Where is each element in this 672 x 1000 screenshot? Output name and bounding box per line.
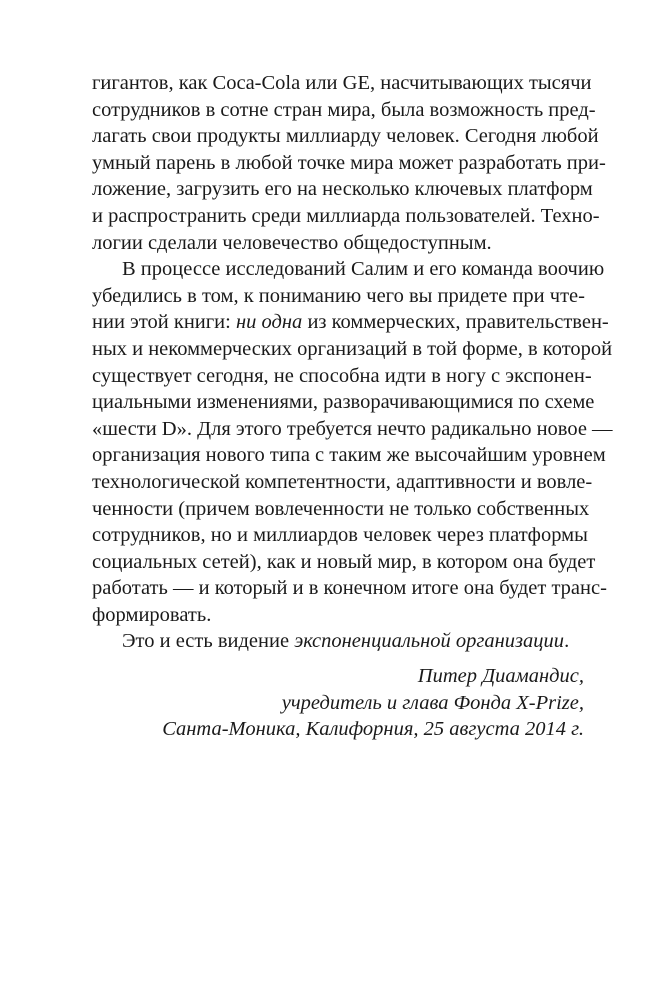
text-line: организация нового типа с таким же высочайшим уровнем bbox=[92, 444, 606, 467]
text-line: существует сегодня, не способна идти в ногу с экспонен- bbox=[92, 364, 592, 387]
text-line: убедились в том, к пониманию чего вы придете при чте- bbox=[92, 284, 585, 307]
paragraph-3 bbox=[92, 628, 584, 655]
signature-place-date: Санта-Моника, Калифорния, 25 августа 2014 г. bbox=[162, 718, 584, 741]
text-line: и распространить среди миллиарда пользователей. Техно- bbox=[92, 204, 600, 227]
signature-name: Питер Диамандис, bbox=[417, 665, 584, 688]
text-line: ложение, загрузить его на несколько ключевых платформ bbox=[92, 178, 593, 201]
text-span: нии этой книги: bbox=[92, 311, 236, 334]
signature-block bbox=[92, 663, 584, 743]
text-line: логии сделали человечество общедоступным. bbox=[92, 231, 492, 254]
paragraph-2 bbox=[92, 256, 613, 628]
text-line: технологической компетентности, адаптивности и вовле- bbox=[92, 470, 593, 493]
text-line: В процессе исследований Салим и его команда воочию bbox=[122, 258, 605, 281]
text-span: из коммерческих, правительствен- bbox=[302, 311, 609, 334]
text-span: Это и есть видение bbox=[122, 630, 295, 653]
text-line: ченности (причем вовлеченности не только собственных bbox=[92, 497, 590, 520]
text-line: гигантов, как Coca-Cola или GE, насчитывающих тысячи bbox=[92, 72, 592, 94]
text-line: «шести D». Для этого требуется нечто радикально новое — bbox=[92, 417, 613, 440]
text-line: сотрудников, но и миллиардов человек через платформы bbox=[92, 524, 588, 547]
signature-title: учредитель и глава Фонда X-Prize, bbox=[281, 691, 584, 714]
book-page bbox=[92, 70, 613, 743]
text-line-with-emphasis bbox=[92, 309, 609, 336]
text-line: умный парень в любой точке мира может разработать при- bbox=[92, 151, 606, 174]
text-line-with-emphasis bbox=[92, 628, 584, 655]
text-line: сотрудников в сотне стран мира, была возможность пред- bbox=[92, 98, 596, 121]
text-line: работать — и который и в конечном итоге она будет транс- bbox=[92, 577, 607, 600]
text-line: лагать свои продукты миллиарду человек. Сегодня любой bbox=[92, 125, 599, 148]
emphasis-text: экспоненциальной организации bbox=[294, 630, 565, 653]
text-line: циальными изменениями, разворачивающимися по схеме bbox=[92, 391, 595, 414]
text-span: . bbox=[564, 630, 570, 653]
text-line: социальных сетей), как и новый мир, в котором она будет bbox=[92, 550, 596, 573]
emphasis-text: ни одна bbox=[235, 311, 303, 334]
paragraph-1 bbox=[92, 70, 606, 256]
text-line: формировать. bbox=[92, 603, 212, 626]
text-line: ных и некоммерческих организаций в той форме, в которой bbox=[92, 337, 613, 360]
